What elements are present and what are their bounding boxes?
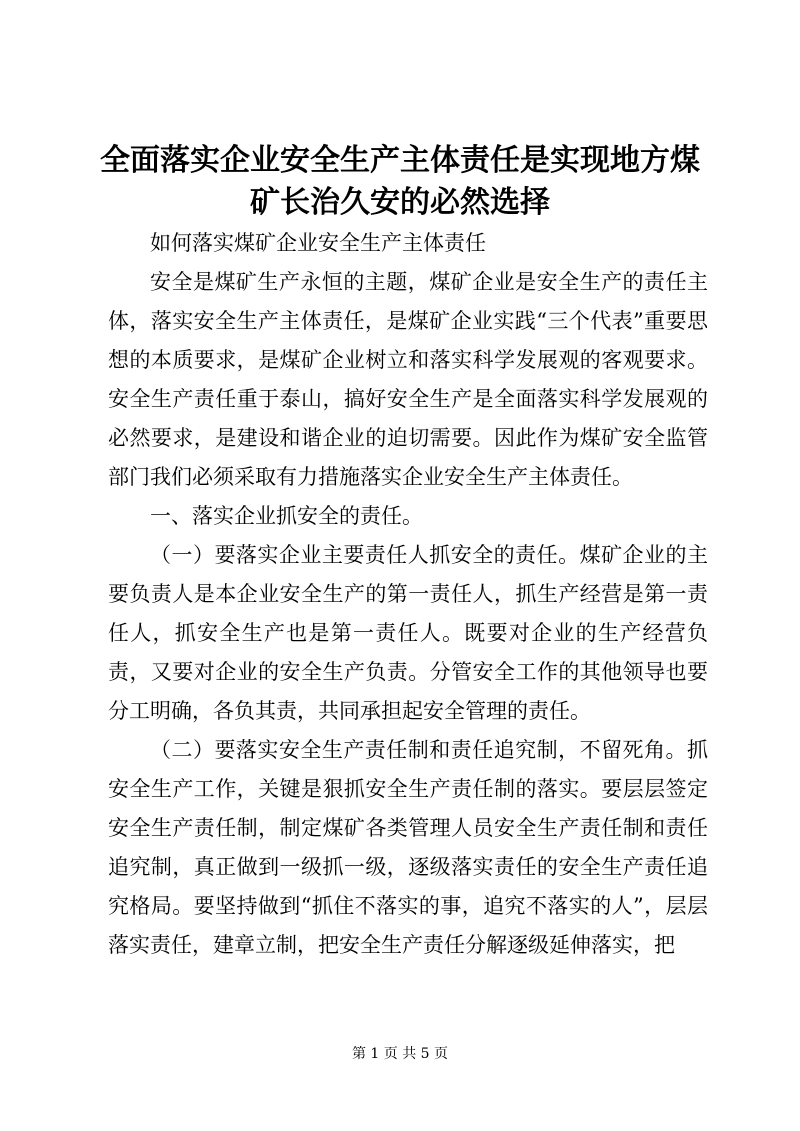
paragraph-item-1: （一）要落实企业主要责任人抓安全的责任。煤矿企业的主要负责人是本企业安全生产的第一责任人，抓生产经营是第一责任人，抓安全生产也是第一责任人。既要对企业的生产经营负责，又要对企业的安全生产负责。分管安全工作的其他领导也要分工明确，各负其责，共同承担起安全管理的责任。	[108, 543, 708, 723]
page-number: 第 1 页 共 5 页	[351, 1046, 449, 1062]
section-heading-1: 一、落实企业抓安全的责任。	[150, 504, 423, 528]
page-footer	[0, 1044, 800, 1064]
paragraph-item-2: （二）要落实安全生产责任制和责任追究制，不留死角。抓安全生产工作，关键是狠抓安全生产责任制的落实。要层层签定安全生产责任制，制定煤矿各类管理人员安全生产责任制和责任追究制，真正做到一级抓一级，逐级落实责任的安全生产责任追究格局。要坚持做到“抓住不落实的事，追究不落实的人”，层层落实责任，建章立制，把安全生产责任分解逐级延伸落实，把	[108, 738, 708, 957]
document-body	[108, 224, 708, 965]
document-title: 全面落实企业安全生产主体责任是实现地方煤矿长治久安的必然选择	[100, 143, 700, 220]
paragraph-intro: 安全是煤矿生产永恒的主题，煤矿企业是安全生产的责任主体，落实安全生产主体责任，是煤矿企业实践“三个代表”重要思想的本质要求，是煤矿企业树立和落实科学发展观的客观要求。安全生产责任重于泰山，搞好安全生产是全面落实科学发展观的必然要求，是建设和谐企业的迫切需要。因此作为煤矿安全监管部门我们必须采取有力措施落实企业安全生产主体责任。	[108, 270, 708, 489]
paragraph-subtitle: 如何落实煤矿企业安全生产主体责任	[150, 231, 486, 255]
